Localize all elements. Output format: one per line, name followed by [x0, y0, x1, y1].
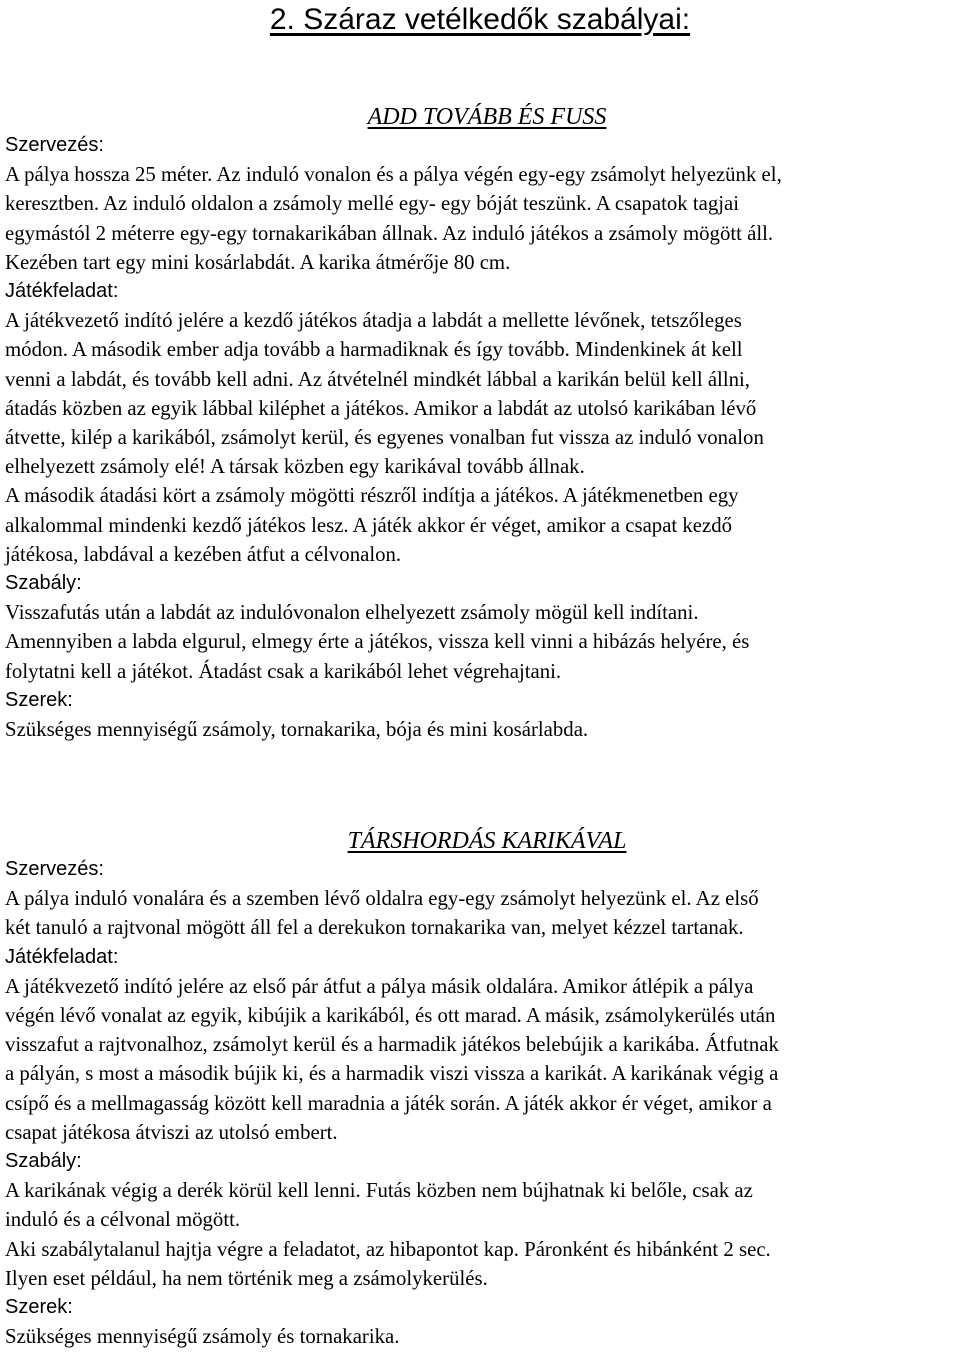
text-line: Ilyen eset például, ha nem történik meg a zsámolykerülés.	[5, 1266, 488, 1290]
text-line: átvette, kilép a karikából, zsámolyt kerül, és egyenes vonalban fut vissza az induló vonalon	[5, 426, 764, 450]
text-line: venni a labdát, és tovább kell adni. Az átvételnél mindkét lábbal a karikán belül kell állni,	[5, 367, 750, 391]
szabaly-label: Szabály:	[5, 572, 82, 595]
text-line: módon. A második ember adja tovább a harmadiknak és így tovább. Mindenkinek át kell	[5, 338, 743, 362]
text-line: keresztben. Az induló oldalon a zsámoly mellé egy- egy bóját teszünk. A csapatok tagjai	[5, 192, 740, 216]
text-line: A játékvezető indító jelére az első pár átfut a pálya másik oldalára. Amikor átlépik a pálya	[5, 974, 754, 998]
szerek-label: Szerek:	[5, 1296, 73, 1319]
text-line: Aki szabálytalanul hajtja végre a feladatot, az hibapontot kap. Páronként és hibánként 2 sec.	[5, 1237, 771, 1261]
text-line: egymástól 2 méterre egy-egy tornakarikában állnak. Az induló játékos a zsámoly mögött áll.	[5, 221, 774, 245]
text-line: A játékvezető indító jelére a kezdő játékos átadja a labdát a mellette lévőnek, tetszőleges	[5, 309, 742, 333]
text-line: induló és a célvonal mögött.	[5, 1208, 241, 1232]
text-line: játékosa, labdával a kezében átfut a célvonalon.	[5, 542, 402, 566]
szabaly-label: Szabály:	[5, 1150, 82, 1173]
text-line: csípő és a mellmagasság között kell maradnia a játék során. A játék akkor ér véget, amikor a	[5, 1091, 772, 1115]
text-line: elhelyezett zsámoly elé! A társak közben egy karikával tovább állnak.	[5, 455, 585, 479]
szervezes-label: Szervezés:	[5, 858, 104, 880]
game-title-add-tovabb: ADD TOVÁBB ÉS FUSS	[367, 104, 607, 130]
szerek-label: Szerek:	[5, 688, 73, 711]
text-line: átadás közben az egyik lábbal kiléphet a játékos. Amikor a labdát az utolsó karikában lévő	[5, 396, 757, 420]
text-line: folytatni kell a játékot. Átadást csak a karikából lehet végrehajtani.	[5, 659, 562, 683]
text-line: két tanuló a rajtvonal mögött áll fel a derekukon tornakarika van, melyet kézzel tartanak.	[5, 916, 744, 940]
text-line: csapat játékosa átviszi az utolsó embert.	[5, 1120, 338, 1144]
text-line: Szükséges mennyiségű zsámoly, tornakarika, bója és mini kosárlabda.	[5, 718, 589, 742]
game-1-body	[5, 131, 957, 744]
jatekfeladat-label: Játékfeladat:	[5, 945, 119, 968]
text-line: visszafut a rajtvonalhoz, zsámolyt kerül és a harmadik játékos belebújik a karikába. Átfutnak	[5, 1033, 779, 1057]
text-line: Szükséges mennyiségű zsámoly és tornakarika.	[5, 1325, 400, 1349]
document-title: 2. Száraz vetélkedők szabályai:	[269, 3, 691, 36]
text-line: alkalommal mindenki kezdő játékos lesz. A játék akkor ér véget, amikor a csapat kezdő	[5, 513, 733, 537]
text-line: A második átadási kört a zsámoly mögötti részről indítja a játékos. A játékmenetben egy	[5, 484, 739, 508]
text-line: A pálya induló vonalára és a szemben lévő oldalra egy-egy zsámolyt helyezünk el. Az első	[5, 887, 759, 911]
szervezes-label: Szervezés:	[5, 134, 104, 156]
text-line: Kezében tart egy mini kosárlabdát. A karika átmérője 80 cm.	[5, 250, 511, 274]
text-line: Visszafutás után a labdát az indulóvonalon elhelyezett zsámoly mögül kell indítani.	[5, 601, 699, 625]
game-2-body	[5, 855, 957, 1351]
text-line: A karikának végig a derék körül kell lenni. Futás közben nem bújhatnak ki belőle, csak az	[5, 1179, 753, 1203]
text-line: A pálya hossza 25 méter. Az induló vonalon és a pálya végén egy-egy zsámolyt helyezünk el,	[5, 163, 782, 187]
jatekfeladat-label: Játékfeladat:	[5, 280, 119, 303]
text-line: Amennyiben a labda elgurul, elmegy érte a játékos, vissza kell vinni a hibázás helyére, és	[5, 630, 750, 654]
text-line: végén lévő vonalat az egyik, kibújik a karikából, és ott marad. A másik, zsámolykerülés után	[5, 1004, 776, 1028]
text-line: a pályán, s most a második bújik ki, és a harmadik viszi vissza a karikát. A karikának végig a	[5, 1062, 779, 1086]
game-title-tarshordas: TÁRSHORDÁS KARIKÁVAL	[347, 828, 627, 854]
